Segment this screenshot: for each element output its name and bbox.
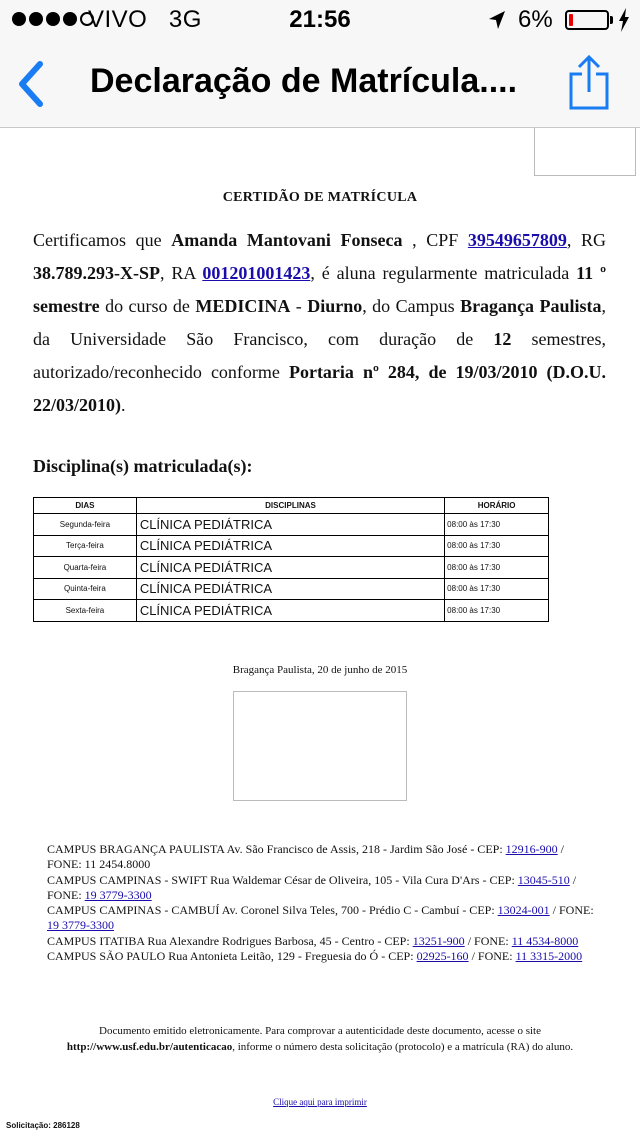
cep-link[interactable]: 02925-160 xyxy=(416,949,469,964)
row-time: 08:00 às 17:30 xyxy=(445,600,549,622)
row-subject: CLÍNICA PEDIÁTRICA xyxy=(136,514,444,536)
table-row xyxy=(34,557,549,579)
table-row xyxy=(34,578,549,600)
row-time: 08:00 às 17:30 xyxy=(445,535,549,557)
row-subject: CLÍNICA PEDIÁTRICA xyxy=(136,557,444,579)
campus-item: CAMPUS CAMPINAS - CAMBUÍ Av. Coronel Silva Teles, 700 - Prédio C - Cambuí - CEP: 13024-001 / FONE: 19 3779-3300 xyxy=(47,903,594,933)
carrier-label: VIVO 3G xyxy=(88,6,202,33)
column-header-time: HORÁRIO xyxy=(445,498,549,514)
authenticity-note: Documento emitido eletronicamente. Para comprovar a autenticidade deste documento, acesse o site http://www.usf.edu.br/autenticacao, informe o número desta solicitação (protocolo) e a matrícula (RA) do aluno. xyxy=(66,1025,574,1053)
page-title: Declaração de Matrícula.... xyxy=(90,62,518,100)
share-button[interactable] xyxy=(568,54,610,110)
row-day: Terça-feira xyxy=(34,535,137,557)
phone-link[interactable]: 19 3779-3300 xyxy=(47,918,114,933)
table-row xyxy=(34,535,549,557)
rg-value: 38.789.293-X-SP xyxy=(33,263,160,283)
battery-percent: 6% xyxy=(518,6,553,33)
row-subject: CLÍNICA PEDIÁTRICA xyxy=(136,600,444,622)
row-time: 08:00 às 17:30 xyxy=(445,557,549,579)
subjects-heading: Disciplina(s) matriculada(s): xyxy=(33,456,253,476)
column-header-days: DIAS xyxy=(34,498,137,514)
column-header-subjects: DISCIPLINAS xyxy=(136,498,444,514)
logo-placeholder xyxy=(534,128,636,176)
phone-link[interactable]: 19 3779-3300 xyxy=(84,887,152,902)
request-number: Solicitação: 286128 xyxy=(6,1121,80,1130)
status-time: 21:56 xyxy=(289,6,351,33)
duration-value: 12 xyxy=(493,329,512,349)
navigation-bar xyxy=(0,40,640,128)
print-link[interactable]: Clique aqui para imprimir xyxy=(273,1097,367,1107)
table-row xyxy=(34,600,549,622)
certificate-text: Certificamos que Amanda Mantovani Fonseca , CPF 39549657809, RG 38.789.293-X-SP, RA 001201001423, é aluna regularmente matriculada 11 º semestre do curso de MEDICINA - Diurno, do Campus Bragança Paulista, da Universidade São Francisco, com duração de 12 semestres, autorizado/reconhecido conforme Portaria nº 284, de 19/03/2010 (D.O.U. 22/03/2010). xyxy=(33,230,607,415)
schedule-table xyxy=(33,497,549,622)
cep-link[interactable]: 13251-900 xyxy=(412,933,465,948)
ordinance-value: Portaria nº 284, de 19/03/2010 (D.O.U. 22/03/2010) xyxy=(33,362,607,415)
shift-value: Diurno xyxy=(307,296,363,316)
table-header-row xyxy=(34,498,549,514)
battery-icon xyxy=(565,10,609,30)
course-value: MEDICINA xyxy=(195,296,291,316)
semester-value: 11 º semestre xyxy=(33,263,607,316)
campus-item: CAMPUS CAMPINAS - SWIFT Rua Waldemar César de Oliveira, 105 - Vila Cura D'Ars - CEP: 13045-510 / FONE: 19 3779-3300 xyxy=(47,872,577,902)
cep-link[interactable]: 12916-900 xyxy=(505,842,558,856)
signature-placeholder xyxy=(233,691,407,801)
row-day: Quarta-feira xyxy=(34,557,137,579)
cpf-link[interactable]: 39549657809 xyxy=(467,230,567,250)
row-day: Quinta-feira xyxy=(34,578,137,600)
campus-list xyxy=(47,842,597,964)
cep-link[interactable]: 13045-510 xyxy=(517,872,570,887)
table-row xyxy=(34,514,549,536)
row-subject: CLÍNICA PEDIÁTRICA xyxy=(136,578,444,600)
campus-item: CAMPUS SÃO PAULO Rua Antonieta Leitão, 129 - Freguesia do Ó - CEP: 02925-160 / FONE: 11 3315-2000 xyxy=(47,949,583,964)
battery-nub xyxy=(610,16,613,24)
place-date: Bragança Paulista, 20 de junho de 2015 xyxy=(232,664,408,676)
back-button[interactable] xyxy=(14,60,46,108)
row-time: 08:00 às 17:30 xyxy=(445,514,549,536)
row-day: Segunda-feira xyxy=(34,514,137,536)
phone-link[interactable]: 11 3315-2000 xyxy=(515,949,583,964)
student-name: Amanda Mantovani Fonseca xyxy=(171,230,403,250)
document-heading: CERTIDÃO DE MATRÍCULA xyxy=(222,190,418,205)
location-arrow-icon xyxy=(488,10,506,30)
campus-item: CAMPUS BRAGANÇA PAULISTA Av. São Francisco de Assis, 218 - Jardim São José - CEP: 12916-900 / FONE: 11 2454.8000 xyxy=(47,842,564,872)
campus-value: Bragança Paulista xyxy=(460,296,602,316)
phone-link[interactable]: 11 4534-8000 xyxy=(511,933,579,948)
row-time: 08:00 às 17:30 xyxy=(445,578,549,600)
row-day: Sexta-feira xyxy=(34,600,137,622)
network-type: 3G xyxy=(168,6,202,33)
cep-link[interactable]: 13024-001 xyxy=(497,903,550,918)
charging-bolt-icon xyxy=(618,8,630,32)
campus-item: CAMPUS ITATIBA Rua Alexandre Rodrigues Barbosa, 45 - Centro - CEP: 13251-900 / FONE: 11 4534-8000 xyxy=(47,933,579,948)
print-link-wrapper xyxy=(0,1097,640,1107)
ra-link[interactable]: 001201001423 xyxy=(202,263,311,283)
row-subject: CLÍNICA PEDIÁTRICA xyxy=(136,535,444,557)
authentication-url: http://www.usf.edu.br/autenticacao xyxy=(66,1041,233,1053)
status-bar xyxy=(0,0,640,40)
